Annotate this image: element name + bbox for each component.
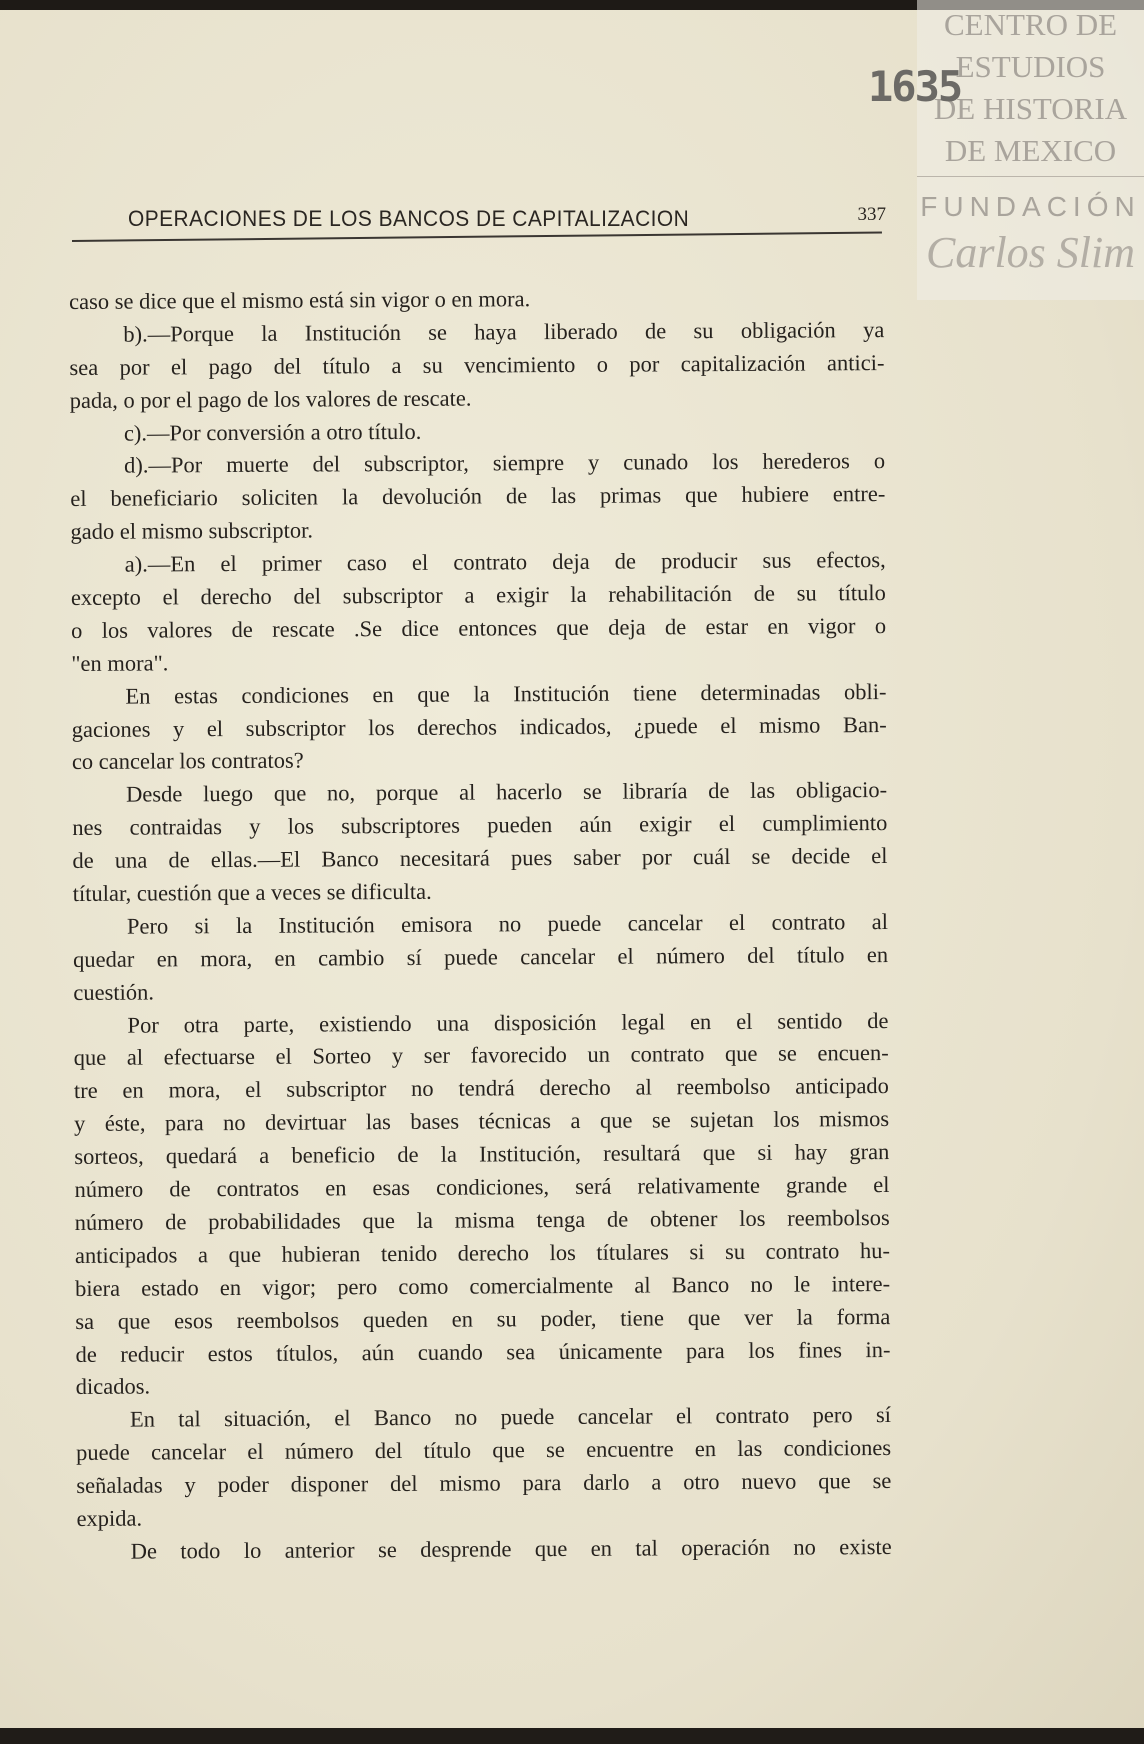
text-line: tre en mora, el subscriptor no tendrá derecho al reembolso anticipado [73,1073,889,1104]
text-line: número de contratos en esas condiciones, será relativamente grande el [74,1172,890,1203]
text-line: pada, o por el pago de los valores de rescate. [69,385,472,413]
text-line: Por otra parte, existiendo una disposición legal en el sentido de [127,1007,889,1038]
watermark [917,0,1144,300]
text-line: excepto el derecho del subscriptor a exigir la rehabilitación de su título [70,580,886,611]
text-line: señaladas y poder disponer del mismo para darlo a otro nuevo que se [76,1468,892,1499]
text-line: De todo lo anterior se desprende que en tal operación no existe [130,1533,892,1564]
page-number: 337 [857,204,886,225]
watermark-line: DE MEXICO [944,133,1117,168]
text-line: Pero si la Institución emisora no puede cancelar el contrato al [126,908,888,939]
text-line: puede cancelar el número del título que se encuentre en las condiciones [76,1435,892,1466]
watermark-rule [917,176,1144,177]
text-line: En tal situación, el Banco no puede cancelar el contrato pero sí [129,1402,891,1432]
text-line: gado el mismo subscriptor. [70,517,314,545]
text-line: d).—Por muerte del subscriptor, siempre y cunado los herederos o [124,448,886,479]
text-line: nes contraidas y los subscriptores pueden aún exigir el cumplimiento [72,810,888,841]
text-line: caso se dice que el mismo está sin vigor o en mora. [69,286,531,314]
text-line: títular, cuestión que a veces se dificulta. [72,878,432,907]
running-header [128,204,886,234]
text-line: dicados. [75,1373,151,1400]
text-line: sa que esos reembolsos queden en su poder, tiene que ver la forma [75,1303,891,1334]
text-line: c).—Por conversión a otro título. [123,418,422,446]
text-line: sorteos, quedará a beneficio de la Institución, resultará que si hay gran [74,1139,890,1170]
text-line: "en mora". [71,650,169,676]
text-line: de reducir estos títulos, aún cuando sea únicamente para los fines in- [75,1336,891,1367]
text-line: b).—Porque la Institución se haya liberado de su obligación ya [123,316,885,347]
text-line: sea por el pago del título a su vencimiento o por capitalización antici- [69,349,885,380]
text-line: biera estado en vigor; pero como comercialmente al Banco no le intere- [75,1270,891,1301]
body-text [69,281,892,1569]
scan-border [0,1728,1144,1744]
text-line: En estas condiciones en que la Institución tiene determinadas obli- [125,678,887,709]
text-line: de una de ellas.—El Banco necesitará pues saber por cuál se decide el [72,843,888,874]
text-line: y éste, para no devirtuar las bases técnicas a que se sujetan los mismos [74,1106,890,1137]
watermark-line: DE HISTORIA [933,91,1128,126]
text-line: o los valores de rescate .Se dice entonces que deja de estar en vigor o [71,612,887,643]
text-line: Desde luego que no, porque al hacerlo se libraría de las obligacio- [126,777,888,808]
header-title: OPERACIONES DE LOS BANCOS DE CAPITALIZACION [128,206,690,231]
text-line: quedar en mora, en cambio sí puede cancelar el número del título en [73,941,889,972]
watermark-signature: Carlos Slim [925,228,1136,277]
watermark-foundation: FUNDACIÓN [920,191,1141,222]
archive-stamp-number: 1635 [868,62,962,111]
watermark-line: CENTRO DE [943,7,1118,42]
text-line: expida. [76,1505,143,1531]
text-line: cuestión. [73,979,154,1005]
text-line: el beneficiario soliciten la devolución de las primas que hubiere entre- [70,481,886,512]
watermark-line: ESTUDIOS [955,49,1106,84]
text-line: co cancelar los contratos? [71,748,304,775]
text-line: número de probabilidades que la misma tenga de obtener los reembolsos [74,1204,890,1235]
text-line: anticipados a que hubieran tenido derecho los títulares si su contrato hu- [74,1237,890,1268]
text-line: gaciones y el subscriptor los derechos indicados, ¿puede el mismo Ban- [71,711,887,742]
text-line: a).—En el primer caso el contrato deja de producir sus efectos, [124,547,886,577]
text-line: que al efectuarse el Sorteo y ser favorecido un contrato que se encuen- [73,1040,889,1071]
